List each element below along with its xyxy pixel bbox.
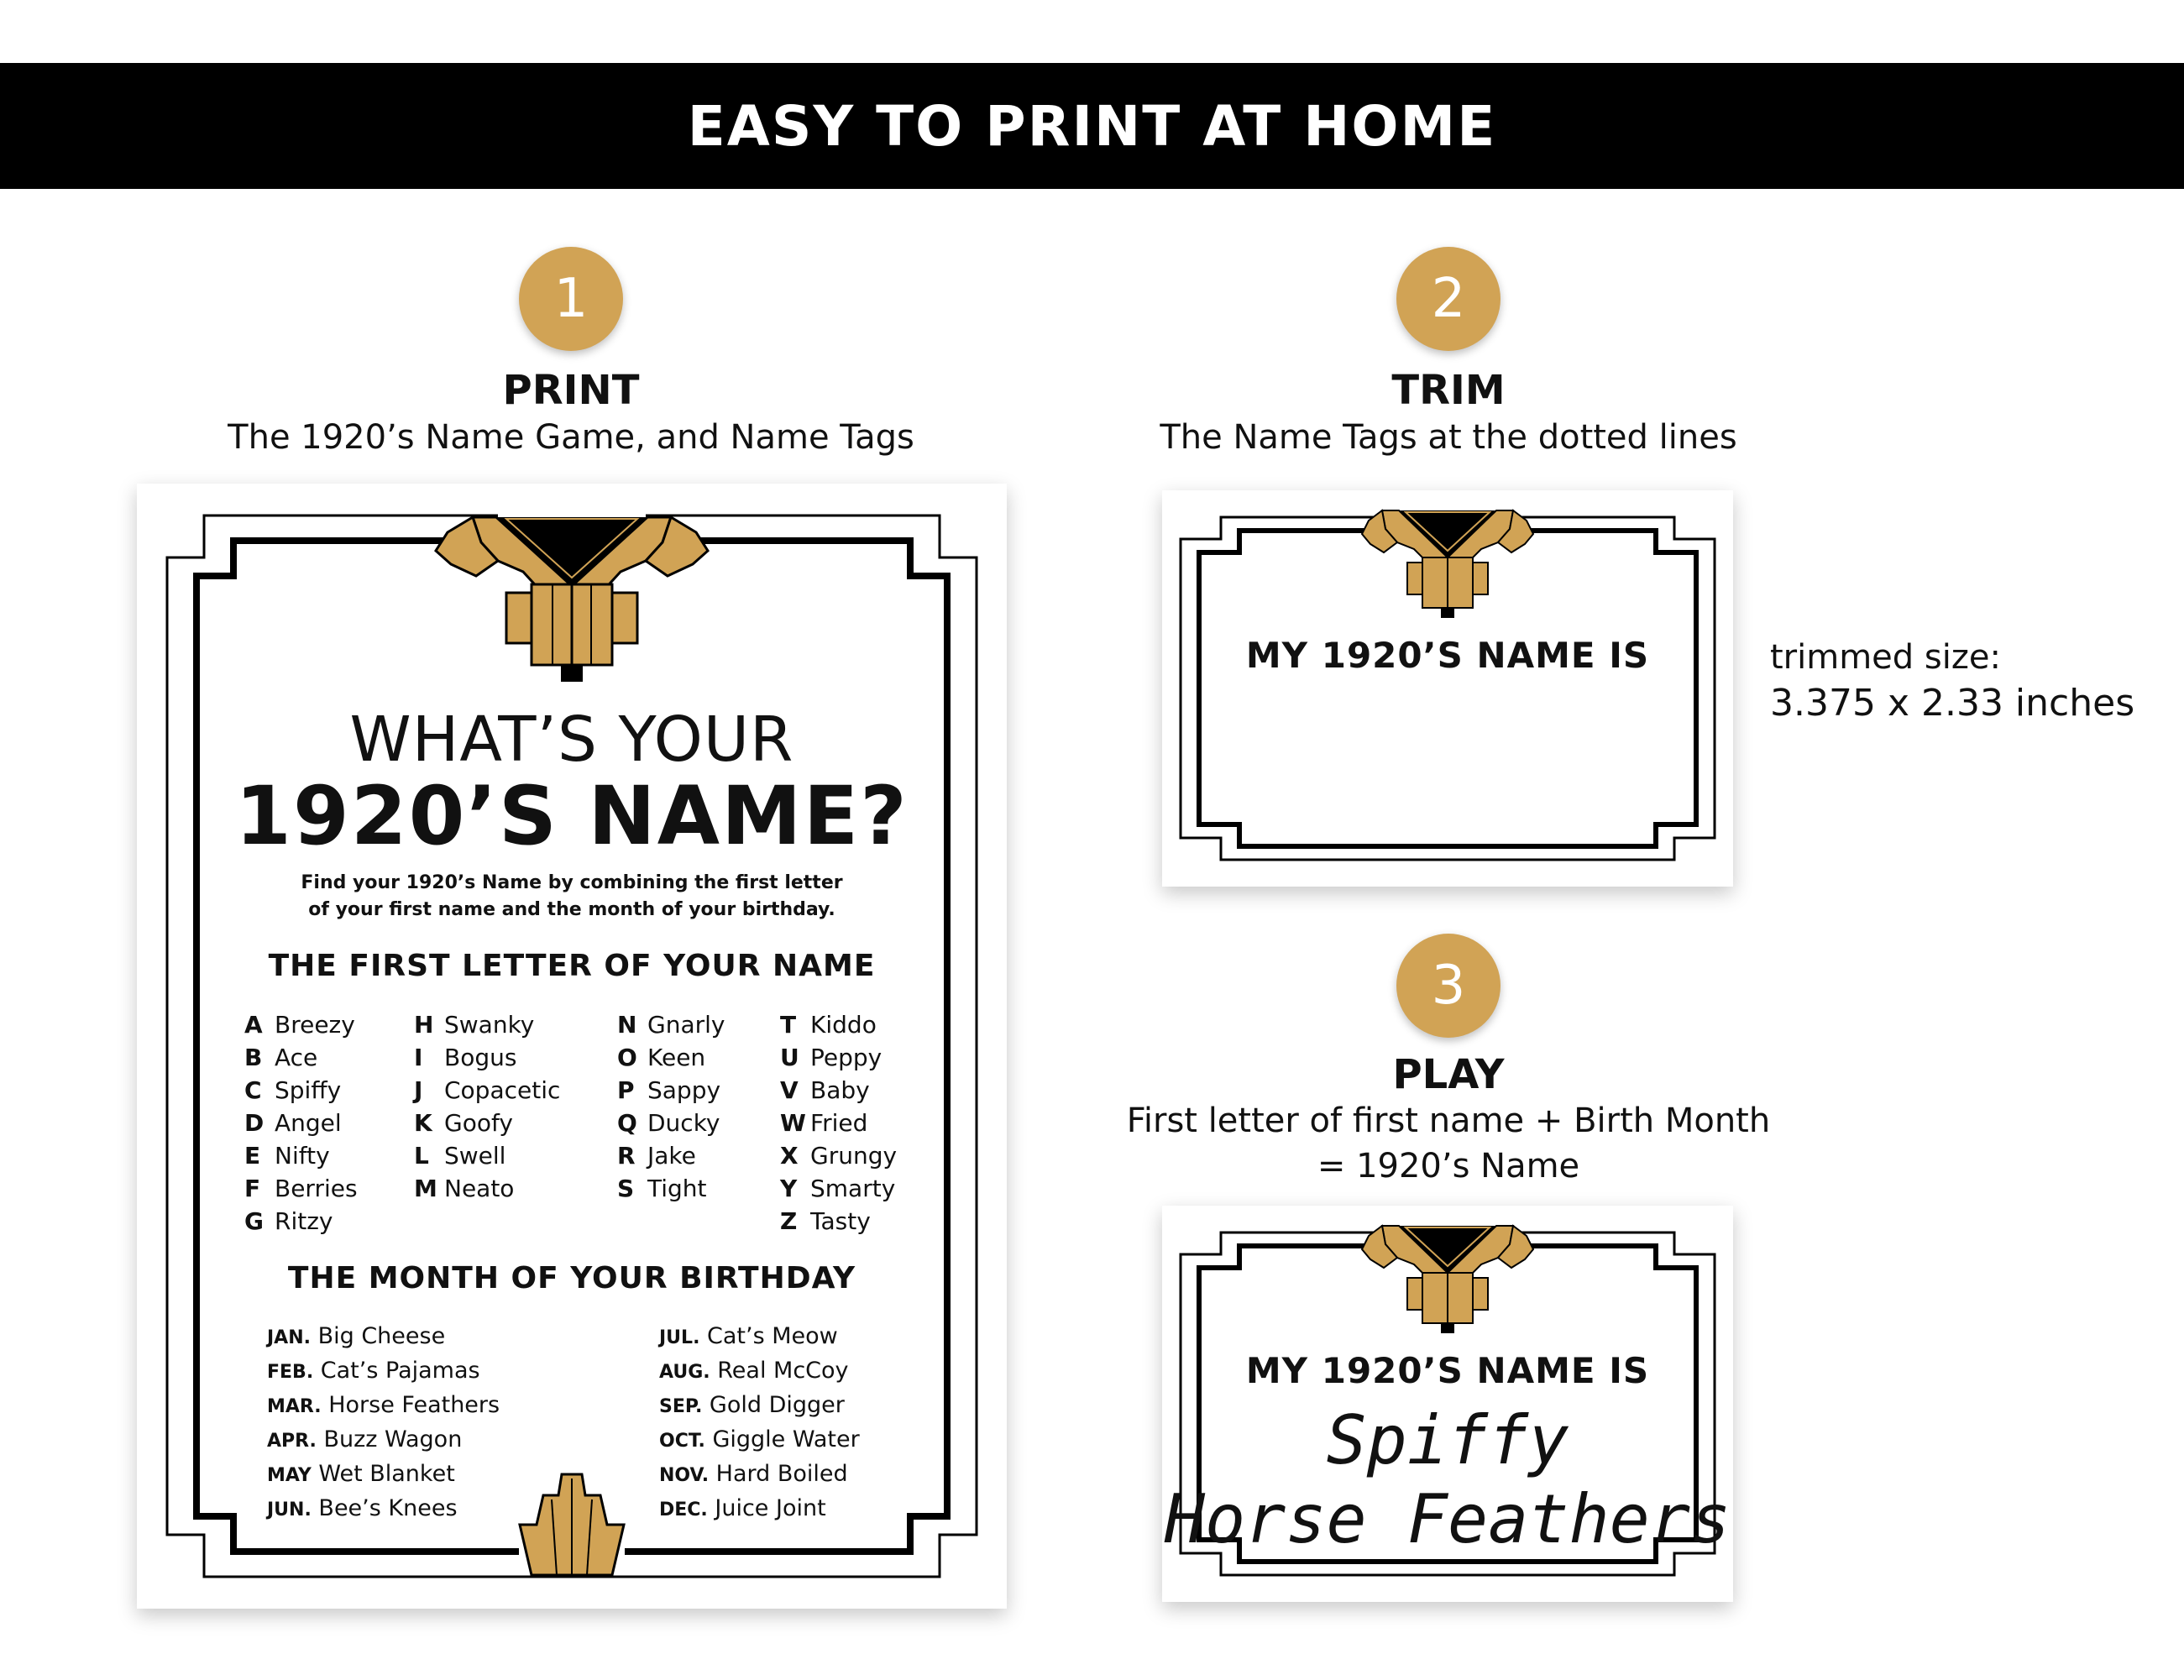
letter-name: Keen [647,1044,706,1071]
letter: V [780,1076,799,1104]
letter-name: Swanky [444,1011,535,1039]
month-name: Cat’s Pajamas [320,1358,480,1384]
step-2-badge: 2 [1396,247,1501,351]
month-label: MAR. [267,1396,322,1417]
trim-note-size: 3.375 x 2.33 inches [1770,682,2135,725]
month-row [267,1320,500,1354]
letter-row [617,1107,725,1139]
letter: N [617,1011,637,1039]
letter: R [617,1142,636,1170]
letter-name: Tight [647,1175,707,1202]
letter: B [244,1044,263,1071]
letter-row [414,1074,560,1107]
letter-name: Ace [275,1044,318,1071]
letter-row [244,1172,358,1205]
month-row [659,1492,860,1526]
sheet-instructions-line2: of your first name and the month of your birthday. [308,899,835,920]
letter: M [414,1175,437,1202]
letter-name: Baby [810,1076,870,1104]
top-fan-ornament [436,509,708,682]
letter-name: Peppy [810,1044,883,1071]
letter-row [414,1008,560,1041]
letter-column-2 [414,1008,560,1205]
letter: Y [780,1175,798,1202]
letter: O [617,1044,637,1071]
letter-name: Copacetic [444,1076,561,1104]
letters-heading: THE FIRST LETTER OF YOUR NAME [268,949,876,983]
letter-row [414,1172,560,1205]
letter: Q [617,1109,637,1137]
month-name: Buzz Wagon [323,1426,463,1452]
banner [0,63,2184,189]
banner-title: EASY TO PRINT AT HOME [687,93,1497,159]
letter-row [244,1107,358,1139]
letter-row [617,1139,725,1172]
letter-name: Goofy [444,1109,513,1137]
month-row [659,1320,860,1354]
letter-name: Angel [275,1109,342,1137]
tag-fan-ornament [1362,510,1533,618]
letter-row [414,1107,560,1139]
month-row [267,1389,500,1423]
month-label: NOV. [659,1465,710,1486]
month-name: Giggle Water [712,1426,860,1452]
letter: G [244,1207,264,1235]
step-1-badge: 1 [519,247,623,351]
letter: P [617,1076,635,1104]
letter-row [780,1041,897,1074]
letter-row [780,1107,897,1139]
month-label: SEP. [659,1396,703,1417]
month-row [659,1423,860,1458]
month-row [659,1354,860,1389]
month-label: DEC. [659,1499,708,1520]
letter: W [780,1109,806,1137]
letter-name: Grungy [810,1142,898,1170]
letter-name: Nifty [275,1142,330,1170]
month-row [267,1354,500,1389]
month-row [267,1423,500,1458]
month-name: Horse Feathers [328,1392,500,1418]
month-row [659,1458,860,1492]
bottom-fan-ornament [519,1474,625,1575]
month-name: Real McCoy [717,1358,849,1384]
example-tag-title: MY 1920’S NAME IS [1245,1350,1650,1391]
letter-row [780,1074,897,1107]
letter-name: Bogus [444,1044,517,1071]
letter: X [780,1142,799,1170]
letter-row [780,1139,897,1172]
letter-row [780,1008,897,1041]
month-label: MAY [267,1465,312,1486]
example-name-tag-card [1162,1206,1733,1602]
month-name: Wet Blanket [318,1461,455,1487]
month-name: Hard Boiled [715,1461,848,1487]
letter-row [617,1074,725,1107]
letter-name: Ritzy [275,1207,333,1235]
game-sheet-card [137,484,1007,1609]
letter-name: Breezy [275,1011,355,1039]
sheet-instructions-line1: Find your 1920’s Name by combining the first letter [301,872,843,893]
letter-name: Berries [275,1175,358,1202]
month-label: JAN. [267,1327,311,1348]
tag-fan-ornament [1362,1226,1533,1333]
letter-column-1 [244,1008,358,1238]
letter-column-4 [780,1008,897,1238]
month-column-2 [659,1320,860,1526]
step-2-subtitle: The Name Tags at the dotted lines [1160,418,1737,457]
letter-name: Jake [647,1142,696,1170]
step-3-heading: PLAY [1392,1051,1505,1098]
letter-row [780,1205,897,1238]
letter-name: Ducky [647,1109,720,1137]
step-3-badge: 3 [1396,934,1501,1038]
month-row [659,1389,860,1423]
month-row [267,1492,500,1526]
letter-row [244,1139,358,1172]
letter: L [414,1142,429,1170]
trim-note-label: trimmed size: [1770,638,2001,677]
letter: J [414,1076,423,1104]
month-name: Cat’s Meow [707,1323,838,1349]
letter: E [244,1142,261,1170]
letter-row [244,1205,358,1238]
letter-row [414,1139,560,1172]
month-name: Gold Digger [709,1392,845,1418]
letter-row [617,1041,725,1074]
month-column-1 [267,1320,500,1526]
month-label: OCT. [659,1431,705,1452]
month-name: Bee’s Knees [318,1495,458,1521]
month-name: Big Cheese [317,1323,446,1349]
letter-row [414,1041,560,1074]
blank-name-tag-card [1162,490,1733,887]
example-tag-name-line1: Spiffy [1326,1401,1569,1479]
step-1-heading: PRINT [502,367,640,414]
letter-row [244,1074,358,1107]
letter-name: Gnarly [647,1011,725,1039]
month-label: APR. [267,1431,317,1452]
letter: I [414,1044,423,1071]
month-label: JUN. [267,1499,312,1520]
letter: Z [780,1207,798,1235]
letter: D [244,1109,264,1137]
step-3-subtitle-line1: First letter of first name + Birth Month [1126,1102,1771,1140]
letter: S [617,1175,635,1202]
sheet-title-line1: WHAT’S YOUR [349,704,794,776]
letter: A [244,1011,263,1039]
step-2-heading: TRIM [1391,367,1506,414]
months-heading: THE MONTH OF YOUR BIRTHDAY [287,1261,856,1295]
letter: F [244,1175,261,1202]
letter-row [780,1172,897,1205]
blank-tag-title: MY 1920’S NAME IS [1245,635,1650,676]
step-1-subtitle: The 1920’s Name Game, and Name Tags [228,418,914,457]
letter-name: Spiffy [275,1076,342,1104]
month-label: FEB. [267,1362,314,1383]
month-name: Juice Joint [715,1495,826,1521]
letter-row [617,1172,725,1205]
sheet-instructions [221,870,923,924]
month-label: JUL. [659,1327,700,1348]
month-label: AUG. [659,1362,710,1383]
letter: T [780,1011,797,1039]
letter: C [244,1076,262,1104]
example-tag-name-line2: Horse Feathers [1164,1480,1731,1558]
letter-name: Smarty [810,1175,896,1202]
letter: K [414,1109,432,1137]
letter-name: Tasty [810,1207,871,1235]
letter-row [617,1008,725,1041]
letter-name: Neato [444,1175,515,1202]
letter-name: Fried [810,1109,868,1137]
letter-name: Kiddo [810,1011,877,1039]
month-row [267,1458,500,1492]
letter-row [244,1041,358,1074]
sheet-title-line2: 1920’S NAME? [235,769,909,863]
letter: H [414,1011,434,1039]
letter-name: Sappy [647,1076,721,1104]
trim-note [1770,638,2134,725]
letter: U [780,1044,799,1071]
letter-column-3 [617,1008,725,1205]
tag-frame [1162,490,1733,887]
letter-name: Swell [444,1142,506,1170]
step-3-subtitle-line2: = 1920’s Name [1317,1147,1580,1185]
letter-row [244,1008,358,1041]
